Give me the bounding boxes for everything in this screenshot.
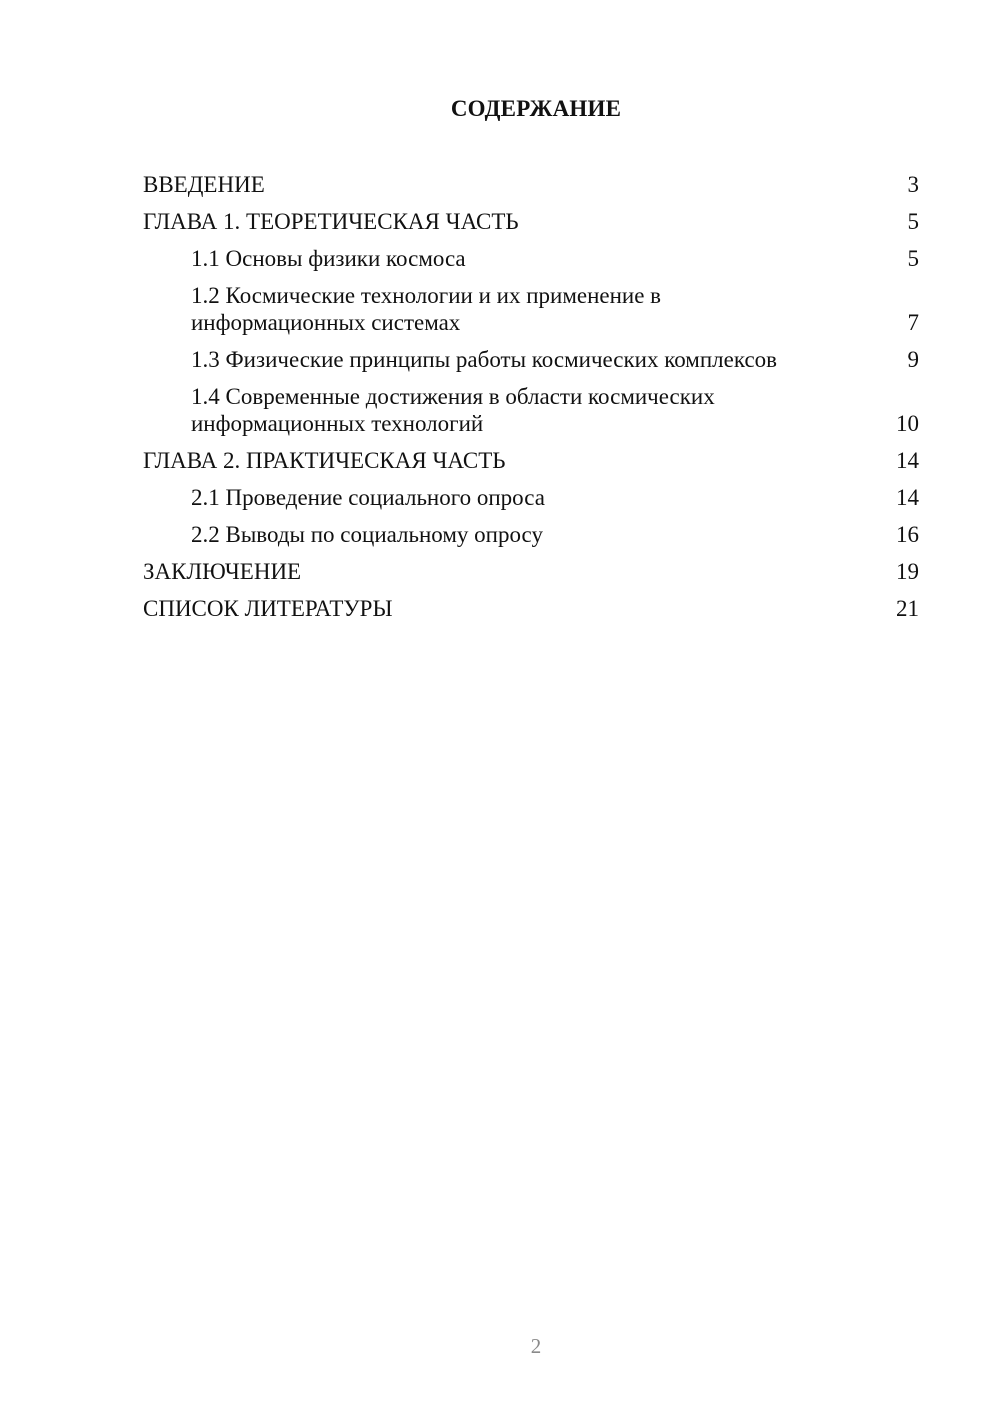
toc-entry-text: 1.2 Космические технологии и их применение в информационных системах [191,283,662,335]
toc-entry-introduction[interactable] [143,171,919,198]
toc-entry-chapter-1[interactable] [143,208,919,235]
toc-entry-text: 1.1 Основы физики космоса [191,246,466,271]
toc-entry-section-1-3[interactable] [143,346,919,373]
toc-entry-text: 1.3 Физические принципы работы космических комплексов [191,347,778,372]
toc-entry-section-2-2[interactable] [143,521,919,548]
toc-entry-section-2-1[interactable] [143,484,919,511]
toc-entry-page: 5 [907,246,919,271]
toc-entry-page: 21 [896,596,919,621]
toc-entry-page: 14 [896,485,919,510]
toc-entry-page: 10 [896,411,919,436]
toc-entry-page: 3 [907,172,919,197]
toc-entry-page: 19 [896,559,919,584]
toc-entry-text: ГЛАВА 1. ТЕОРЕТИЧЕСКАЯ ЧАСТЬ [143,209,519,234]
toc-entry-section-1-4[interactable] [143,383,919,437]
toc-entry-bibliography[interactable] [143,595,919,622]
page-number: 2 [530,1334,542,1358]
toc-entry-page: 9 [907,347,919,372]
toc-entry-chapter-2[interactable] [143,447,919,474]
toc-entry-page: 5 [907,209,919,234]
toc-entry-text: СПИСОК ЛИТЕРАТУРЫ [143,596,393,621]
toc-entry-page: 16 [896,522,919,547]
toc-entry-text: 2.2 Выводы по социальному опросу [191,522,543,547]
toc-entry-page: 14 [896,448,919,473]
toc-entry-text: ВВЕДЕНИЕ [143,172,265,197]
table-of-contents [143,171,919,632]
toc-entry-text: 2.1 Проведение социального опроса [191,485,545,510]
toc-entry-page: 7 [907,310,919,335]
toc-entry-text: 1.4 Современные достижения в области космических информационных технологий [191,384,715,436]
toc-entry-text: ЗАКЛЮЧЕНИЕ [143,559,302,584]
toc-entry-section-1-2[interactable] [143,282,919,336]
page-title: СОДЕРЖАНИЕ [450,96,622,121]
toc-entry-text: ГЛАВА 2. ПРАКТИЧЕСКАЯ ЧАСТЬ [143,448,506,473]
toc-entry-section-1-1[interactable] [143,245,919,272]
toc-entry-conclusion[interactable] [143,558,919,585]
